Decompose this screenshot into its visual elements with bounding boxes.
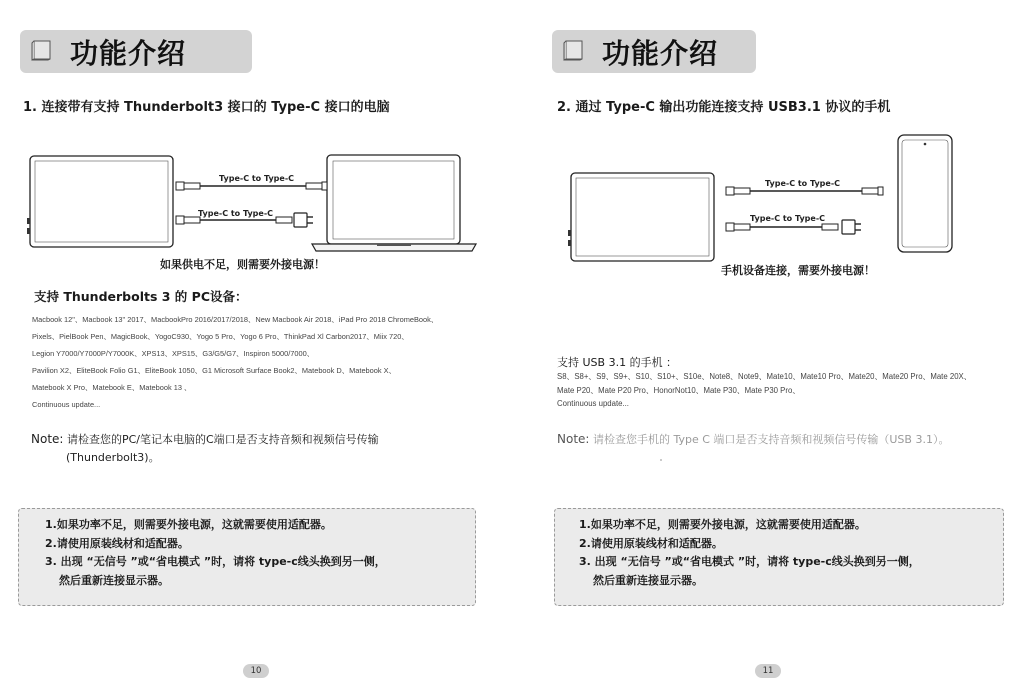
- smartphone-icon: [898, 135, 952, 252]
- portable-monitor-icon: [568, 173, 714, 261]
- note-label: Note:: [31, 432, 64, 446]
- power-adapter-icon: [842, 220, 861, 234]
- list-item: S8、S8+、S9、S9+、S10、S10+、S10e、Note8、Note9、Mate10、Mate10 Pro、Mate20、Mate20 Pro、Mate 20X、: [557, 372, 972, 381]
- manual-page-11: [512, 0, 1024, 690]
- power-note: 如果供电不足，则需要外接电源！: [160, 258, 325, 271]
- list-item: Mate P20、Mate P20 Pro、HonorNot10、Mate P30、Mate P30 Pro、: [557, 385, 801, 395]
- section-title: 1. 连接带有支持 Thunderbolt3 接口的 Type-C 接口的电脑: [23, 100, 390, 115]
- laptop-icon: [312, 155, 476, 251]
- supported-devices-list: [32, 311, 438, 413]
- cable-label: Type-C to Type-C: [765, 179, 841, 188]
- list-item: Continuous update...: [557, 399, 629, 408]
- tips-box: [554, 508, 1004, 606]
- connection-diagram: [0, 0, 512, 300]
- note-label: Note:: [557, 432, 590, 446]
- list-item: Continuous update...: [32, 400, 101, 409]
- list-item: Legion Y7000/Y7000P/Y7000K、XPS13、XPS15、G3/G5/G7、Inspiron 5000/7000、: [32, 349, 315, 358]
- note: [557, 430, 1017, 449]
- header-title: 功能介绍: [70, 37, 187, 70]
- usb-c-cable-icon: [176, 182, 327, 190]
- supported-devices-list: [557, 370, 972, 411]
- note-text: 请检查您手机的 Type C 端口是否支持音频和视频信号传输（USB 3.1）。: [589, 433, 950, 446]
- tip-item: 1.如果功率不足，则需要外接电源，这就需要使用适配器。: [45, 518, 332, 531]
- tips-box: [18, 508, 476, 606]
- portable-monitor-icon: [27, 156, 173, 247]
- cable-label: Type-C to Type-C: [219, 174, 295, 183]
- power-note: 手机设备连接，需要外接电源！: [721, 264, 875, 277]
- section-title: 2. 通过 Type-C 输出功能连接支持 USB3.1 协议的手机: [557, 100, 891, 115]
- page-number: 10: [243, 664, 269, 678]
- list-item: Matebook X Pro、Matebook E、Matebook 13 、: [32, 383, 192, 392]
- page-number: 11: [755, 664, 781, 678]
- tip-item: 2.请使用原装线材和适配器。: [579, 536, 723, 550]
- connection-diagram: [512, 0, 1024, 300]
- list-item: Pavilion X2、ElitеBook Folio G1、EliteBook 1050、G1 Microsoft Surface Book2、Matebook D、Matebook X、: [32, 366, 396, 375]
- note-text: 请检查您的PC/笔记本电脑的C端口是否支持音频和视频信号传输: [63, 433, 379, 446]
- tip-item: 2.请使用原装线材和适配器。: [45, 536, 189, 550]
- note-text-continued: (Thunderbolt3)。: [66, 451, 160, 464]
- supported-devices-title: 支持 Thunderbolts 3 的 PC设备：: [34, 289, 248, 304]
- supported-devices-title: 支持 USB 3.1 的手机 ：: [557, 356, 678, 369]
- usb-c-cable-icon: [726, 223, 838, 231]
- tip-item: 然后重新连接显示器。: [59, 573, 169, 587]
- tips-list: [579, 516, 920, 590]
- cable-label: Type-C to Type-C: [198, 209, 274, 218]
- header-title: 功能介绍: [602, 37, 719, 70]
- tip-item: 3. 出现 “无信号 ”或“省电模式 ”时，请将 type-c线头换到另一侧，: [579, 555, 920, 568]
- power-adapter-icon: [294, 213, 313, 227]
- cable-label: Type-C to Type-C: [750, 214, 826, 223]
- usb-c-cable-icon: [726, 187, 883, 195]
- list-item: Pixels、PielBook Pen、MagicBook、YogoC930、Yogo 5 Pro、Yogo 6 Pro、ThinkPad Xl Carbon2017、Miix 720、: [32, 332, 409, 341]
- tip-item: 3. 出现 “无信号 ”或“省电模式 ”时，请将 type-c线头换到另一侧，: [45, 555, 386, 568]
- list-item: Macbook 12"、Macbook 13" 2017、MacbookPro 2016/2017/2018、New Macbook Air 2018、iPad Pro 2018 ChromeBook、: [32, 315, 439, 324]
- dot-mark: [660, 459, 662, 461]
- tip-item: 然后重新连接显示器。: [593, 573, 703, 587]
- note: [31, 430, 491, 467]
- tips-list: [45, 516, 386, 590]
- tip-item: 1.如果功率不足，则需要外接电源，这就需要使用适配器。: [579, 518, 866, 531]
